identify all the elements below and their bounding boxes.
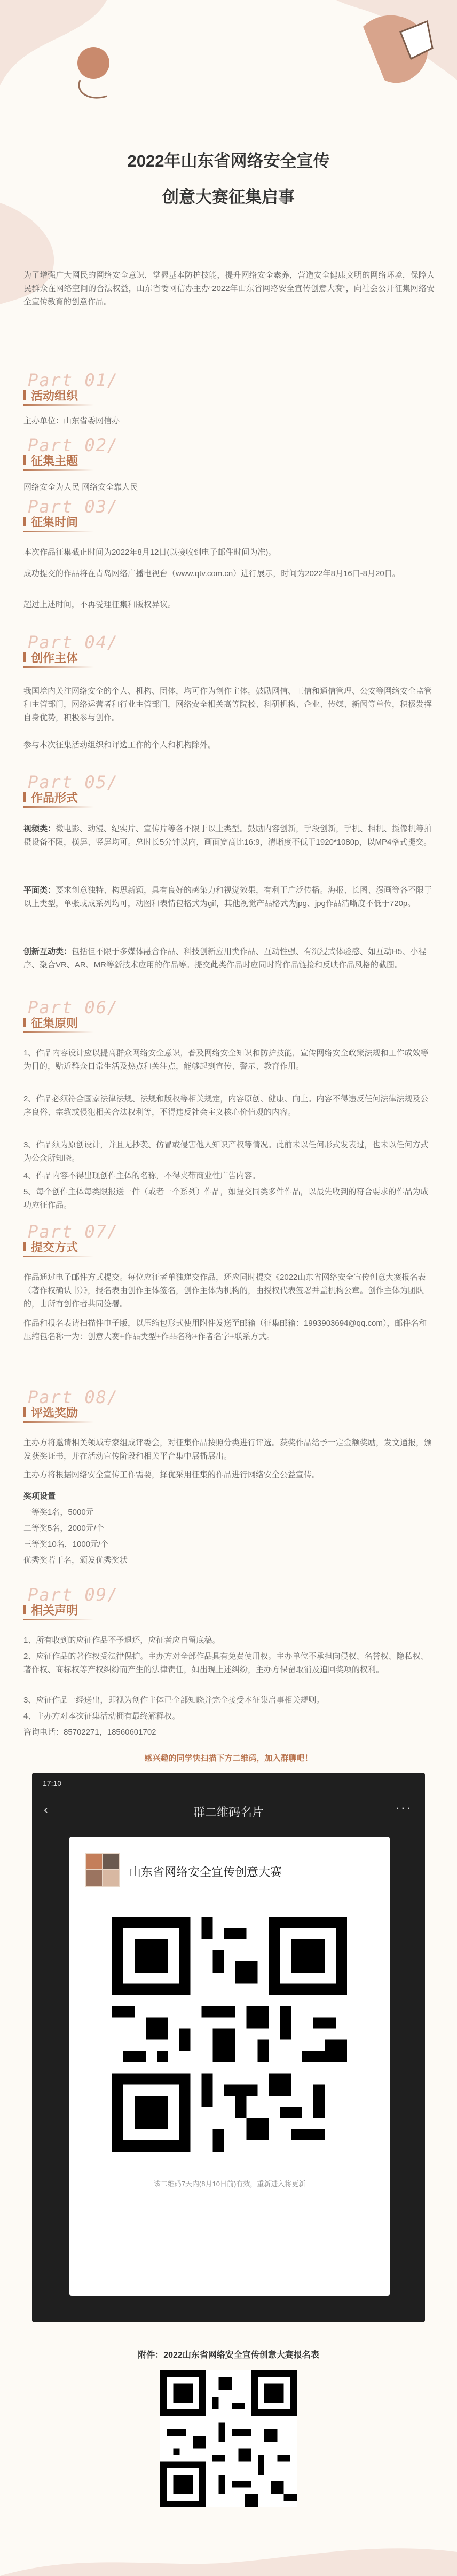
award-third: 三等奖10名，1000元/个 [23, 1540, 109, 1549]
part-number: Part 05/ [28, 772, 119, 792]
section-title: 作品形式 [23, 789, 94, 806]
format-print [23, 884, 435, 910]
qr-panel [69, 1837, 390, 2296]
format-digital-label: 创新互动类： [23, 947, 72, 956]
time-note: 超过上述时间，不再受理征集和版权异议。 [23, 600, 176, 609]
qr-validity-text: 该二维码7天内(8月10日前)有效，重新进入将更新 [153, 2180, 306, 2188]
submit-method: 作品通过电子邮件方式提交。每位应征者单独递交作品，还应同时提交《2022山东省网络安全宣传创意大赛报名表（著作权确认书）》，报名表由创作主体签名，创作主体为机构的，由授权代表签署并盖机构公章。创作主体为团队的，由所有创作者共同签署。 [23, 1273, 426, 1309]
section-title: 征集原则 [23, 1014, 94, 1031]
principle-1: 1、作品内容设计应以提高群众网络安全意识，普及网络安全知识和防护技能，宣传网络安全政策法规和工作成效等为目的，贴近群众日常生活及热点和关注点，能够起到宣传、警示、教育作用。 [23, 1049, 429, 1071]
format-print-text: 要求创意独特、构思新颖，具有良好的感染力和视觉效果，有利于广泛传播。海报、长图、漫画等各不限于以上类型，单张或成系列均可，动图和表情包格式为gif，其他视觉产品格式为jpg、jpg作品清晰度不低于720p。 [23, 886, 432, 908]
format-video-label: 视频类： [23, 824, 56, 833]
format-video [23, 822, 435, 849]
section-7-header [23, 1223, 237, 1260]
part-number: Part 04/ [28, 632, 119, 652]
group-qr-code[interactable] [112, 1917, 347, 2152]
part-number: Part 03/ [28, 497, 119, 517]
part-number: Part 07/ [28, 1222, 119, 1242]
page-title-line2: 创意大赛征集启事 [162, 188, 295, 207]
format-digital-text: 包括但不限于多媒体融合作品、科技创新应用类作品、互动性强、有沉浸式体验感、如互动H5、小程序、聚合VR、AR、MR等新技术应用的作品等。提交此类作品时应同时附作品链接和反映作品风格的截图。 [23, 947, 427, 970]
section-4-header [23, 633, 237, 671]
theme-text: 网络安全为人民 网络安全靠人民 [23, 483, 138, 492]
statement-4: 4、主办方对本次征集活动拥有最终解释权。 [23, 1712, 180, 1721]
principle-2: 2、作品必须符合国家法律法规、法规和版权等相关规定，内容原创、健康、向上。内容不得违反任何法律法规及公序良俗、宗教或侵犯相关合法权利等，不得违反社会主义核心价值观的内容。 [23, 1094, 429, 1117]
section-1-header [23, 371, 237, 408]
format-print-label: 平面类： [23, 886, 56, 895]
statement-1: 1、所有收到的应征作品不予退还，应征者应自留底稿。 [23, 1636, 220, 1645]
decor-top-right [320, 0, 457, 101]
intro-paragraph: 为了增强广大网民的网络安全意识，掌握基本防护技能，提升网络安全素养，营造安全健康文明的网络环境，保障人民群众在网络空间的合法权益，山东省委网信办主办“2022年山东省网络安全宣传创意大赛”，向社会公开征集网络安全宣传教育的创意作品。 [23, 271, 435, 306]
section-title: 创作主体 [23, 649, 94, 666]
section-title: 评选奖励 [23, 1404, 94, 1421]
wechat-qr-card [32, 1773, 425, 2322]
creator-description: 我国境内关注网络安全的个人、机构、团体，均可作为创作主体。鼓励网信、工信和通信管理、公安等网络安全监管和主管部门，网络运营者和行业主管部门，网络安全相关高等院校、科研机构、企业、传媒、新闻等单位，积极发挥自身优势，积极参与创作。 [23, 687, 432, 722]
format-video-text: 微电影、动漫、纪实片、宣传片等各不限于以上类型。鼓励内容创新，手段创新，手机、相机、摄像机等拍摄设备不限，横屏、竖屏均可。总时长5分钟以内，画面宽高比16:9，清晰度不低于1920*1080p，以MP4格式提交。 [23, 824, 432, 847]
contact-phone: 咨询电话：85702271，18560601702 [23, 1728, 156, 1737]
more-icon[interactable]: ··· [395, 1799, 412, 1815]
part-number: Part 06/ [28, 997, 119, 1018]
group-avatar [85, 1853, 120, 1887]
section-title: 征集时间 [23, 514, 94, 530]
award-excellent: 优秀奖若干名，颁发优秀奖状 [23, 1556, 128, 1565]
section-title: 相关声明 [23, 1602, 94, 1618]
decor-bottom [0, 2531, 457, 2576]
part-number: Part 01/ [28, 370, 119, 390]
section-title: 征集主题 [23, 452, 94, 469]
section-title: 活动组织 [23, 387, 94, 404]
submit-email: 作品和报名表请扫描件电子版，以压缩包形式使用附件发送至邮箱（征集邮箱：1993903694@qq.com），邮件名和压缩包名称一为：创意大赛+作品类型+作品名称+作者名字+联系方式。 [23, 1319, 427, 1341]
section-5-header [23, 773, 237, 810]
statement-3: 3、应征作品一经送出，即视为创作主体已全部知晓并完全接受本征集启事相关规则。 [23, 1696, 325, 1705]
section-2-header [23, 436, 237, 474]
award-second: 二等奖5名，2000元/个 [23, 1524, 104, 1533]
principle-5: 5、每个创作主体每类限报送一件（或者一个系列）作品，如提交同类多件作品，以最先收到的符合要求的作品为成功应征作品。 [23, 1187, 429, 1210]
creator-exclusion: 参与本次征集活动组织和评选工作的个人和机构除外。 [23, 740, 216, 750]
principle-3: 3、作品须为原创设计，并且无抄袭、仿冒或侵害他人知识产权等情况。此前未以任何形式发表过，也未以任何方式为公众所知晓。 [23, 1140, 429, 1163]
page-title-line1: 2022年山东省网络安全宣传 [127, 152, 330, 170]
attachment-qr-code[interactable] [160, 2370, 297, 2507]
section-6-header [23, 998, 237, 1036]
section-3-header [23, 498, 237, 535]
nav-title: 群二维码名片 [193, 1806, 264, 1819]
section-8-header [23, 1388, 237, 1425]
time-deadline: 本次作品征集截止时间为2022年8月12日(以接收到电子邮件时间为准)。 [23, 548, 277, 557]
status-time: 17:10 [43, 1779, 62, 1787]
award-first: 一等奖1名，5000元 [23, 1508, 94, 1517]
principle-4: 4、作品内容不得出现创作主体的名称，不得夹带商业性广告内容。 [23, 1171, 261, 1180]
section-9-header [23, 1586, 237, 1623]
group-name: 山东省网络安全宣传创意大赛 [129, 1865, 282, 1879]
section-title: 提交方式 [23, 1239, 94, 1255]
awards-title: 奖项设置 [23, 1492, 56, 1501]
decor-top-left [0, 0, 128, 107]
format-digital [23, 945, 435, 972]
qr-notice: 感兴趣的同学快扫描下方二维码，加入群聊吧！ [144, 1754, 313, 1763]
part-number: Part 02/ [28, 435, 119, 455]
organizer: 主办单位：山东省委网信办 [23, 416, 120, 426]
time-display: 成功提交的作品将在青岛网络广播电视台（www.qtv.com.cn）进行展示，时间为2022年8月16日-8月20日。 [23, 569, 400, 578]
attachment-title: 附件：2022山东省网络安全宣传创意大赛报名表 [138, 2351, 319, 2360]
part-number: Part 09/ [28, 1585, 119, 1605]
part-number: Part 08/ [28, 1387, 119, 1407]
back-icon[interactable]: ‹ [44, 1802, 48, 1817]
award-method: 主办方将邀请相关领域专家组成评委会，对征集作品按照分类进行评选。获奖作品给予一定金额奖励，发文通报，颁发获奖证书，并在活动宣传阶段和相关平台集中展播展出。 [23, 1438, 432, 1461]
award-use: 主办方将根据网络安全宣传工作需要，择优采用征集的作品进行网络安全公益宣传。 [23, 1470, 320, 1479]
statement-2: 2、应征作品的著作权受法律保护。主办方对全部作品具有免费使用权。主办单位不承担向侵权、名誉权、隐私权、著作权、商标权等产权纠纷而产生的法律责任，如出现上述纠纷，主办方保留取消及追回奖项的权利。 [23, 1652, 429, 1674]
